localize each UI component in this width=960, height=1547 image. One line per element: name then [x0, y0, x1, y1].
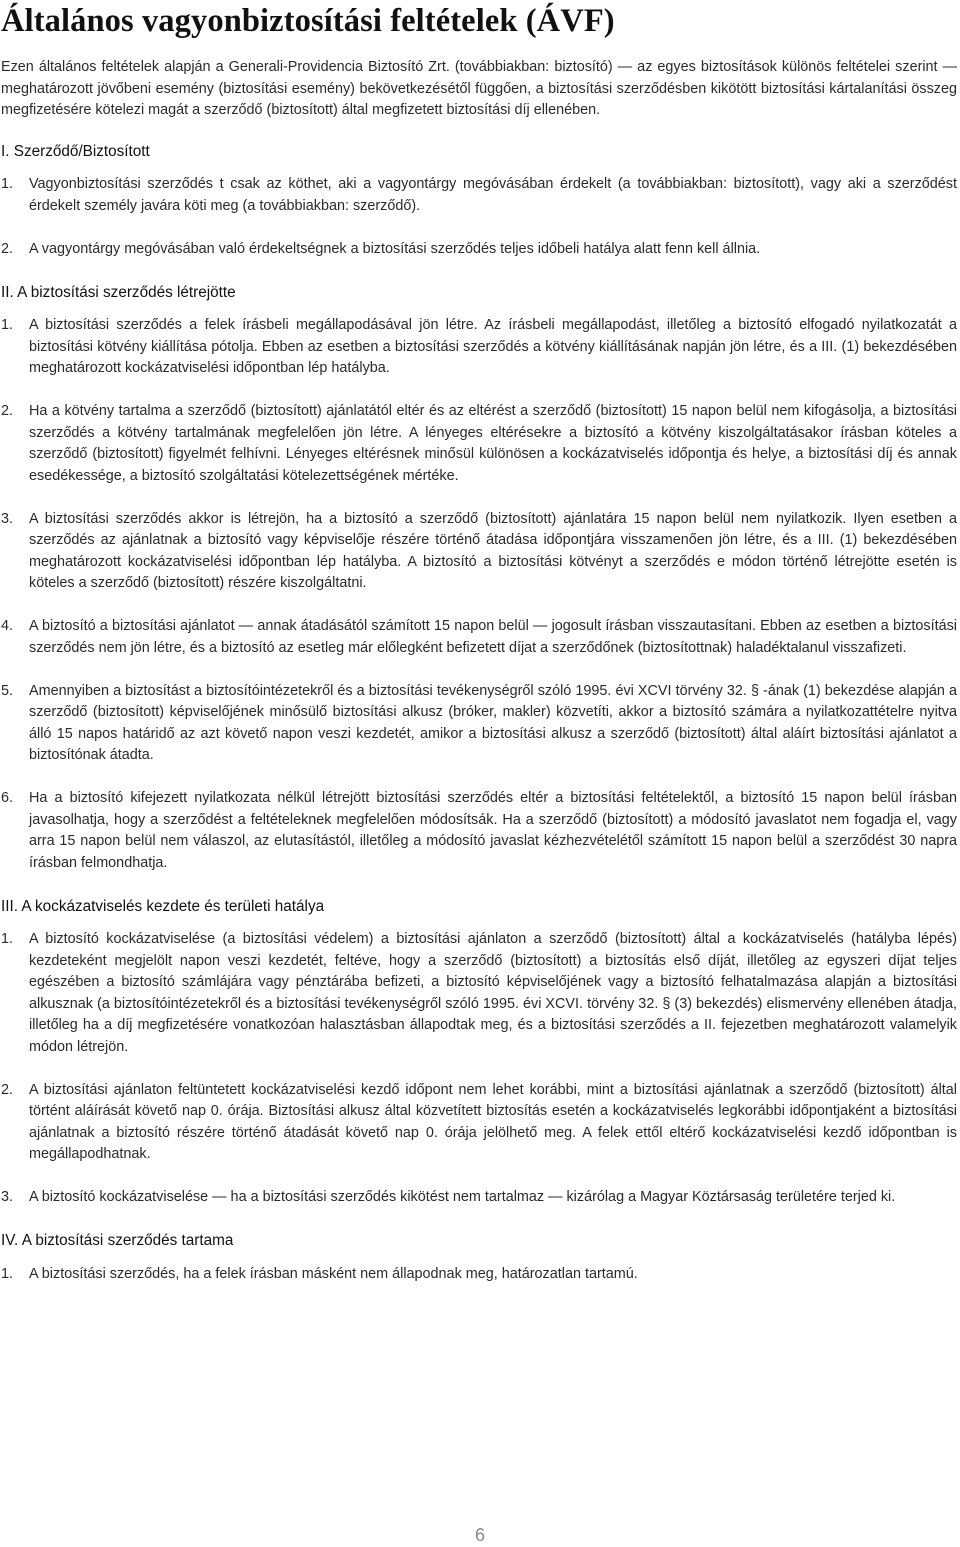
item-text: Ha a biztosító kifejezett nyilatkozata nélkül létrejött biztosítási szerződés eltér a biztosítási feltételektől, a biztosító 15 napon belül írásban javasolhatja, hogy a szerződést a feltételeknek megfelelően módosítsák. Ha a szerződő (biztosított) a módosító javaslatot nem fogadja el, vagy arra 15 napon belül nem válaszol, az elutasítástól, illetőleg a módosító javaslat kézhezvételétől számított 15 napon belül a szerződést 30 napra írásban felmondhatja. [29, 790, 957, 871]
section-3-item-2 [1, 1080, 957, 1166]
item-number: 2. [1, 1081, 14, 1098]
item-number: 1. [1, 317, 14, 333]
item-number: 1. [1, 931, 14, 947]
section-1-item-1 [1, 174, 957, 217]
item-number: 3. [1, 1189, 14, 1205]
item-text: Vagyonbiztosítási szerződés t csak az köthet, aki a vagyontárgy megóvásában érdekelt (a továbbiakban: biztosított), vagy aki a szerződést érdekelt személy javára köti meg (a továbbiakban: szerződő). [29, 176, 957, 214]
item-number: 4. [1, 618, 14, 634]
section-2-item-3 [1, 509, 957, 595]
section-2-item-4 [1, 616, 957, 659]
document-body [1, 57, 957, 1285]
section-4-item-1 [1, 1264, 957, 1286]
item-number: 2. [1, 240, 14, 257]
item-number: 1. [1, 1265, 14, 1282]
item-text: A biztosító kockázatviselése (a biztosítási védelem) a biztosítási ajánlaton a szerződő (biztosított) által a kockázatviselés (hatályba lépés) kezdeteként megjelölt napon veszi kezdetét, feltéve, hogy a szerződő (biztosított) a biztosítás első díját, illetőleg az egyszeri díjat teljes egészében a biztosító számlájára vagy pénztárába befizeti, a biztosító képviselőjének vagy a biztosító felhatalmazása alapján a biztosítási alkusznak (a biztosítóintézetekről és a biztosítási tevékenységről szóló 1995. évi XCVI. törvény 32. § (3) bekezdés) elismervény ellenében átadja, illetőleg ha a díj megfizetésére vonatkozóan halasztásban állapodtak meg, és a biztosítási szerződés a II. fejezetben meghatározott valamelyik módon létrejön. [29, 931, 957, 1055]
item-text: A biztosítási szerződés akkor is létrejön, ha a biztosító a szerződő (biztosított) ajánlatára 15 napon belül nem nyilatkozik. Ilyen esetben a szerződés az ajánlatnak a biztosító vagy képviselője részére történő átadása időpontjára visszamenően jön létre, és a III. (1) bekezdésében meghatározott kockázatviselési időpontban lép hatályba. A biztosító a biztosítási kötvényt a szerződés e módon történő létrejötte esetén is köteles a szerződő (biztosított) részére kiszolgáltatni. [29, 510, 957, 591]
section-heading-4: IV. A biztosítási szerződés tartama [1, 1232, 234, 1249]
item-number: 3. [1, 510, 14, 527]
section-heading-1: I. Szerződő/Biztosított [1, 142, 150, 160]
section-heading-2: II. A biztosítási szerződés létrejötte [1, 283, 236, 301]
item-number: 5. [1, 682, 14, 699]
item-text: Ha a kötvény tartalma a szerződő (biztosított) ajánlatától eltér és az eltérést a szerződő (biztosított) 15 napon belül nem kifogásolja, a biztosítási szerződés a kötvény tartalmának megfelelően jön létre. A lényeges eltérésekre a biztosító a kötvény kiszolgáltatásakor írásban köteles a szerződő (biztosított) figyelmét felhívni. Lényeges eltérésnek minősül különösen a kockázatviselés időpontja és helye, a biztosítási díj és annak esedékessége, a biztosító szolgáltatási kötelezettségének mértéke. [29, 403, 957, 484]
section-3-item-3 [1, 1187, 957, 1209]
item-text: A biztosítási szerződés, ha a felek írásban másként nem állapodnak meg, határozatlan tartamú. [29, 1265, 638, 1282]
item-number: 6. [1, 790, 14, 806]
page-number: 6 [474, 1525, 485, 1545]
intro-paragraph: Ezen általános feltételek alapján a Generali-Providencia Biztosító Zrt. (továbbiakban: biztosító) — az egyes biztosítások különös feltételei szerint — meghatározott jövőbeni esemény (biztosítási esemény) bekövetkezésétől függően, a biztosítási szerződésben kikötött biztosítási kártalanítási összeg megfizetésére kötelezi magát a szerződő (biztosított) által megfizetett biztosítási díj ellenében. [1, 59, 957, 118]
item-text: A biztosítási szerződés a felek írásbeli megállapodásával jön létre. Az írásbeli megállapodást, illetőleg a biztosító elfogadó nyilatkozatát a biztosítási kötvény kiállítása pótolja. Ebben az esetben a biztosítási szerződés a kötvény kiállításának napján jön létre, és a III. (1) bekezdésében meghatározott kockázatviselési időpontban lép hatályba. [29, 317, 957, 376]
item-text: A biztosító a biztosítási ajánlatot — annak átadásától számított 15 napon belül — jogosult írásban visszautasítani. Ebben az esetben a biztosítási szerződés nem jön létre, és a biztosító az esetleg már előlegként befizetett díjat a szerződőnek (biztosítottnak) haladéktalanul visszafizeti. [29, 618, 957, 656]
item-number: 2. [1, 403, 14, 419]
item-text: A biztosítási ajánlaton feltüntetett kockázatviselési kezdő időpont nem lehet korábbi, mint a biztosítási ajánlatnak a szerződő (biztosított) által történt aláírását követő nap 0. órája. Biztosítási alkusz által közvetített biztosítás esetén a kockázatviselés legkorábbi időpontjaként a biztosítási ajánlatnak a biztosító részére történő átadását követő nap 0. órája jelölhető meg. A felek ettől eltérő kockázatviselési kezdő időpontban is megállapodhatnak. [29, 1081, 957, 1162]
item-text: A biztosító kockázatviselése — ha a biztosítási szerződés kikötést nem tartalmaz — kizárólag a Magyar Köztársaság területére terjed ki. [29, 1189, 896, 1205]
section-heading-3: III. A kockázatviselés kezdete és területi hatálya [1, 897, 325, 915]
item-text: A vagyontárgy megóvásában való érdekeltségnek a biztosítási szerződés teljes időbeli hatálya alatt fenn kell állnia. [29, 240, 761, 257]
document-title: Általános vagyonbiztosítási feltételek (ÁVF) [1, 3, 615, 39]
section-2-item-6 [1, 788, 957, 874]
item-number: 1. [1, 176, 14, 192]
item-text: Amennyiben a biztosítást a biztosítóintézetekről és a biztosítási tevékenységről szóló 1995. évi XCVI törvény 32. § -ának (1) bekezdése alapján a szerződő (biztosított) képviselőjének minősülő biztosítási alkusz (bróker, makler) közvetíti, akkor a biztosító számára a nyilatkozattételre nyitva álló 15 napos határidő az azt követő napon veszi kezdetét, amikor a biztosítási alkusz a szerződő (biztosított) által aláírt biztosítási ajánlatot a biztosítónak átadta. [29, 682, 957, 763]
section-2-item-2 [1, 401, 957, 487]
section-1-item-2 [1, 239, 957, 261]
section-3-item-1 [1, 929, 957, 1058]
section-2-item-1 [1, 315, 957, 380]
section-2-item-5 [1, 681, 957, 767]
